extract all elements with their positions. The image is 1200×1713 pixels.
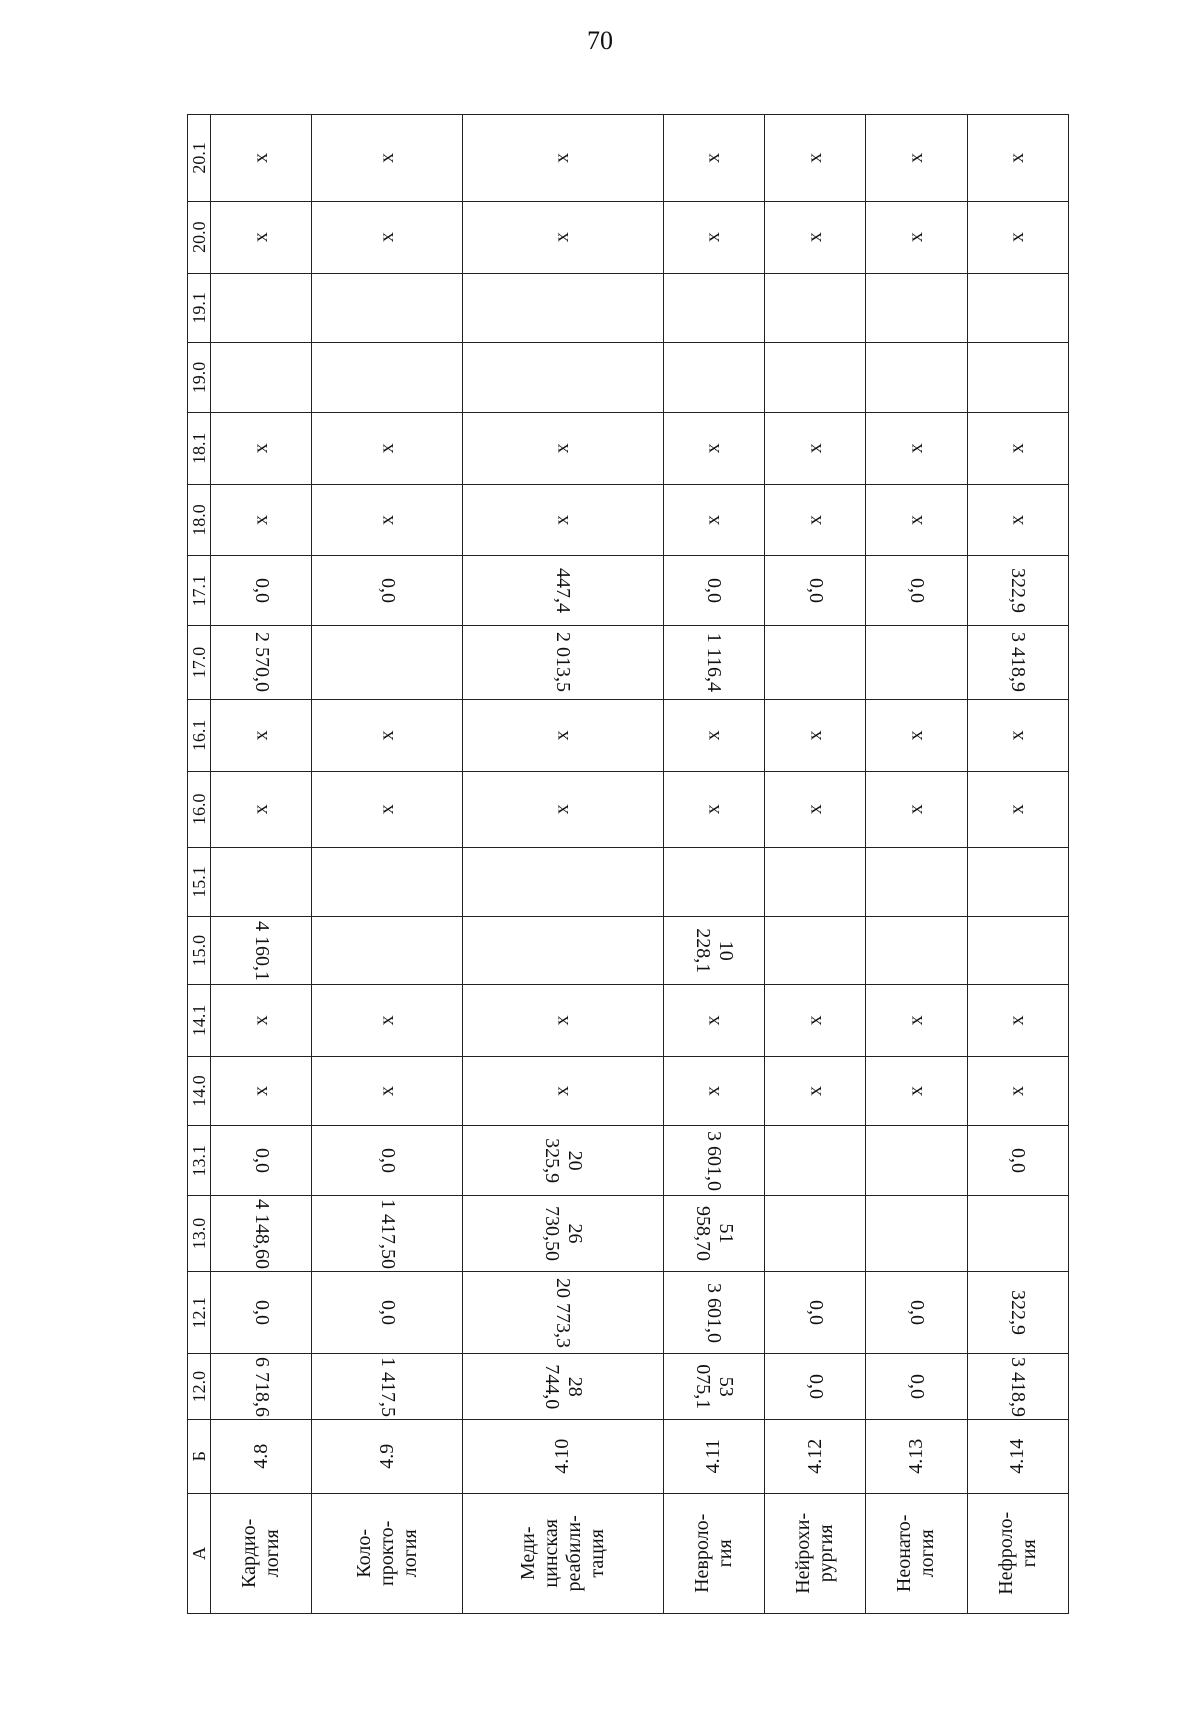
table-cell (211, 115, 312, 202)
column-header: А (188, 1493, 211, 1613)
table-cell (211, 273, 312, 343)
table-cell (312, 1272, 463, 1354)
cell-x-mark: x (249, 1015, 272, 1026)
cell-value: 0,0 (376, 1300, 399, 1326)
table-cell (866, 1126, 967, 1196)
table-cell (312, 1354, 463, 1419)
cell-value: 20 325,9 (540, 1138, 586, 1184)
table-cell (866, 984, 967, 1056)
row-label-line: логия (398, 1529, 421, 1578)
table-cell (967, 343, 1068, 413)
table-cell (866, 484, 967, 556)
table-cell (663, 115, 764, 202)
table-cell (866, 1272, 967, 1354)
cell-value: 0,0 (376, 578, 399, 604)
table-cell (967, 556, 1068, 626)
cell-x-mark: x (1006, 152, 1029, 163)
column-header: 18.1 (188, 412, 211, 484)
table-cell (663, 484, 764, 556)
table-cell (312, 556, 463, 626)
cell-x-mark: x (702, 515, 725, 525)
table-cell (211, 1354, 312, 1419)
column-header: 17.1 (188, 556, 211, 626)
table-cell (463, 343, 663, 413)
row-label (463, 1493, 663, 1613)
table-cell (211, 484, 312, 556)
cell-x-mark: x (375, 1015, 398, 1026)
cell-x-mark: x (551, 730, 574, 741)
table-cell (312, 1126, 463, 1196)
cell-value: 0,0 (804, 1300, 827, 1326)
cell-value: 10 228,1 (691, 928, 737, 974)
table-cell (463, 847, 663, 917)
table-cell (866, 1196, 967, 1272)
table-cell (663, 847, 764, 917)
table-cell (765, 847, 866, 917)
row-label (866, 1493, 967, 1613)
column-header: 19.1 (188, 273, 211, 343)
cell-x-mark: x (803, 443, 826, 454)
cell-x-mark: x (702, 152, 725, 163)
row-label-line: Коло- (352, 1528, 375, 1578)
table-cell (967, 1354, 1068, 1419)
table-cell (866, 771, 967, 847)
table-cell (866, 556, 967, 626)
table-cell (663, 556, 764, 626)
table-cell (312, 847, 463, 917)
table-cell (967, 984, 1068, 1056)
column-header: 19.0 (188, 343, 211, 413)
cell-x-mark: x (1006, 730, 1029, 741)
cell-x-mark: x (702, 804, 725, 815)
cell-x-mark: x (904, 515, 927, 525)
row-code: 4.10 (463, 1419, 663, 1493)
table-cell (866, 1354, 967, 1419)
cell-value: 3 418,9 (1007, 632, 1030, 693)
cell-x-mark: x (904, 443, 927, 454)
column-header: 13.0 (188, 1196, 211, 1272)
table-cell (211, 1056, 312, 1126)
table-cell (463, 115, 663, 202)
cell-x-mark: x (1006, 1015, 1029, 1026)
table-cell (312, 771, 463, 847)
table-cell (765, 1126, 866, 1196)
table-cell (663, 1272, 764, 1354)
cell-value: 2 013,5 (552, 632, 575, 693)
row-code: 4.13 (866, 1419, 967, 1493)
cell-value: 0,0 (804, 578, 827, 604)
table-cell (211, 917, 312, 985)
table-cell (765, 1272, 866, 1354)
cell-x-mark: x (249, 515, 272, 525)
table-cell (312, 412, 463, 484)
row-label-line: гия (1017, 1539, 1040, 1568)
cell-value: 3 418,9 (1007, 1356, 1030, 1417)
table-cell (463, 484, 663, 556)
column-header: 15.0 (188, 917, 211, 985)
cell-x-mark: x (702, 1015, 725, 1026)
cell-value: 51 958,70 (691, 1206, 737, 1262)
column-header: 18.0 (188, 484, 211, 556)
table-cell (866, 343, 967, 413)
table-cell (463, 201, 663, 273)
cell-x-mark: x (551, 1086, 574, 1097)
table-cell (765, 273, 866, 343)
column-header: 17.0 (188, 626, 211, 700)
cell-x-mark: x (249, 443, 272, 454)
cell-x-mark: x (904, 152, 927, 163)
table-cell (463, 556, 663, 626)
table-cell (663, 201, 764, 273)
table-row (663, 115, 764, 1614)
cell-x-mark: x (702, 443, 725, 454)
table-cell (967, 484, 1068, 556)
table-cell (211, 412, 312, 484)
table-cell (463, 771, 663, 847)
table-cell (211, 343, 312, 413)
row-label (312, 1493, 463, 1613)
table-cell (967, 1196, 1068, 1272)
row-label-line: прокто- (375, 1520, 398, 1586)
table-cell (663, 273, 764, 343)
cell-x-mark: x (702, 730, 725, 741)
table-cell (211, 1196, 312, 1272)
table-cell (765, 771, 866, 847)
table-cell (967, 115, 1068, 202)
table-cell (866, 626, 967, 700)
table-cell (312, 115, 463, 202)
table-cell (663, 412, 764, 484)
table-cell (463, 412, 663, 484)
table-cell (463, 984, 663, 1056)
cell-x-mark: x (375, 1086, 398, 1097)
table-cell (967, 412, 1068, 484)
cell-value: 2 570,0 (250, 632, 273, 693)
rotated-table-frame (187, 114, 1069, 1614)
cell-value: 0,0 (703, 578, 726, 604)
cell-x-mark: x (375, 443, 398, 454)
row-label (211, 1493, 312, 1613)
cell-x-mark: x (375, 730, 398, 741)
table-row (765, 115, 866, 1614)
cell-x-mark: x (249, 232, 272, 243)
table-cell (463, 1196, 663, 1272)
table-cell (463, 626, 663, 700)
row-label-line: тация (585, 1529, 608, 1578)
cell-x-mark: x (551, 152, 574, 163)
table-cell (211, 1272, 312, 1354)
table-cell (663, 1196, 764, 1272)
table-cell (765, 917, 866, 985)
table-cell (312, 626, 463, 700)
table-cell (967, 1272, 1068, 1354)
row-label-line: Кардио- (238, 1518, 261, 1588)
row-label-line: Нефроло- (994, 1511, 1017, 1595)
cell-x-mark: x (1006, 232, 1029, 243)
table-row (463, 115, 663, 1614)
cell-value: 4 148,60 (250, 1198, 273, 1269)
cell-x-mark: x (375, 804, 398, 815)
table-cell (967, 771, 1068, 847)
cell-x-mark: x (803, 152, 826, 163)
cell-value: 0,0 (376, 1148, 399, 1174)
cell-x-mark: x (904, 804, 927, 815)
cell-x-mark: x (551, 232, 574, 243)
row-label (967, 1493, 1068, 1613)
column-header: 12.1 (188, 1272, 211, 1354)
table-cell (663, 699, 764, 771)
row-code: 4.8 (211, 1419, 312, 1493)
column-header: 20.0 (188, 201, 211, 273)
table-cell (765, 115, 866, 202)
cell-x-mark: x (904, 730, 927, 741)
cell-value: 322,9 (1007, 1290, 1030, 1336)
column-header: 20.1 (188, 115, 211, 202)
column-header: 14.0 (188, 1056, 211, 1126)
table-cell (866, 847, 967, 917)
cell-value: 322,9 (1007, 568, 1030, 614)
cell-x-mark: x (375, 152, 398, 163)
cell-x-mark: x (1006, 804, 1029, 815)
cell-x-mark: x (702, 1086, 725, 1097)
table-cell (312, 201, 463, 273)
table-cell (312, 699, 463, 771)
cell-x-mark: x (249, 1086, 272, 1097)
table-cell (312, 1196, 463, 1272)
table-cell (663, 1056, 764, 1126)
cell-value: 0,0 (905, 578, 928, 604)
cell-x-mark: x (803, 730, 826, 741)
table-cell (463, 699, 663, 771)
cell-value: 3 601,0 (703, 1130, 726, 1191)
table-cell (765, 1056, 866, 1126)
cell-x-mark: x (803, 515, 826, 525)
cell-value: 53 075,1 (691, 1364, 737, 1410)
table-cell (312, 1056, 463, 1126)
cell-value: 4 160,1 (250, 920, 273, 981)
cell-value: 0,0 (1007, 1148, 1030, 1174)
table-cell (967, 201, 1068, 273)
table-cell (765, 626, 866, 700)
cell-value: 0,0 (905, 1374, 928, 1400)
column-header: 15.1 (188, 847, 211, 917)
data-table (187, 114, 1069, 1614)
cell-x-mark: x (375, 515, 398, 525)
table-cell (765, 699, 866, 771)
row-label (663, 1493, 764, 1613)
cell-x-mark: x (904, 1086, 927, 1097)
table-cell (967, 847, 1068, 917)
cell-value: 0,0 (804, 1374, 827, 1400)
header-row (188, 115, 211, 1614)
row-code: 4.14 (967, 1419, 1068, 1493)
row-label-line: логия (916, 1529, 939, 1578)
table-cell (765, 984, 866, 1056)
cell-x-mark: x (375, 232, 398, 243)
row-label-line: гия (713, 1539, 736, 1568)
table-cell (312, 484, 463, 556)
cell-value: 1 417,5 (376, 1356, 399, 1417)
row-label-line: Нейрохи- (792, 1512, 815, 1594)
cell-value: 20 773,3 (552, 1277, 575, 1348)
table-cell (866, 201, 967, 273)
table-cell (765, 484, 866, 556)
table-cell (211, 626, 312, 700)
cell-x-mark: x (1006, 1086, 1029, 1097)
table-cell (663, 917, 764, 985)
row-label (765, 1493, 866, 1613)
table-cell (765, 343, 866, 413)
column-header: 14.1 (188, 984, 211, 1056)
table-cell (663, 1354, 764, 1419)
cell-x-mark: x (551, 443, 574, 454)
column-header: 12.0 (188, 1354, 211, 1419)
cell-x-mark: x (249, 804, 272, 815)
table-cell (967, 273, 1068, 343)
table-cell (463, 1354, 663, 1419)
cell-value: 1 116,4 (703, 632, 726, 693)
table-row (312, 115, 463, 1614)
row-label-line: цинская (539, 1519, 562, 1588)
cell-value: 0,0 (905, 1300, 928, 1326)
table-cell (765, 201, 866, 273)
table-cell (312, 984, 463, 1056)
table-cell (866, 699, 967, 771)
cell-value: 3 601,0 (703, 1282, 726, 1343)
cell-value: 447,4 (552, 568, 575, 614)
table-row (967, 115, 1068, 1614)
table-cell (866, 273, 967, 343)
table-cell (463, 917, 663, 985)
row-label-line: Неонато- (893, 1514, 916, 1593)
table-cell (866, 412, 967, 484)
column-header: 16.0 (188, 771, 211, 847)
table-cell (312, 273, 463, 343)
table-cell (967, 917, 1068, 985)
table-cell (211, 556, 312, 626)
cell-x-mark: x (803, 1086, 826, 1097)
cell-x-mark: x (904, 232, 927, 243)
table-cell (967, 626, 1068, 700)
table-cell (765, 1354, 866, 1419)
cell-x-mark: x (551, 515, 574, 525)
table-cell (967, 1056, 1068, 1126)
table-cell (967, 699, 1068, 771)
cell-x-mark: x (702, 232, 725, 243)
cell-x-mark: x (1006, 515, 1029, 525)
table-cell (866, 917, 967, 985)
cell-value: 0,0 (250, 1148, 273, 1174)
cell-x-mark: x (803, 804, 826, 815)
cell-value: 1 417,50 (376, 1198, 399, 1269)
table-cell (211, 771, 312, 847)
cell-x-mark: x (1006, 443, 1029, 454)
table-cell (463, 1272, 663, 1354)
table-row (866, 115, 967, 1614)
table-cell (312, 343, 463, 413)
table-cell (211, 984, 312, 1056)
page-number: 70 (587, 26, 613, 55)
table-cell (765, 1196, 866, 1272)
table-cell (463, 1126, 663, 1196)
row-code: 4.9 (312, 1419, 463, 1493)
cell-x-mark: x (551, 804, 574, 815)
column-header: 16.1 (188, 699, 211, 771)
table-cell (663, 1126, 764, 1196)
cell-value: 0,0 (250, 578, 273, 604)
row-label-line: реабили- (562, 1515, 585, 1592)
table-cell (765, 412, 866, 484)
column-header: Б (188, 1419, 211, 1493)
row-label-line: Меди- (516, 1526, 539, 1581)
table-cell (967, 1126, 1068, 1196)
table-cell (866, 1056, 967, 1126)
row-label-line: логия (261, 1529, 284, 1578)
column-header: 13.1 (188, 1126, 211, 1196)
table-cell (463, 273, 663, 343)
row-label-line: рургия (815, 1524, 838, 1583)
cell-x-mark: x (249, 730, 272, 741)
table-cell (463, 1056, 663, 1126)
cell-value: 0,0 (250, 1300, 273, 1326)
table-cell (663, 343, 764, 413)
table-cell (211, 201, 312, 273)
table-cell (211, 1126, 312, 1196)
row-label-line: Невроло- (690, 1513, 713, 1593)
table-cell (765, 556, 866, 626)
table-cell (211, 699, 312, 771)
cell-value: 28 744,0 (540, 1364, 586, 1410)
table-cell (211, 847, 312, 917)
cell-x-mark: x (803, 232, 826, 243)
table-cell (312, 917, 463, 985)
cell-x-mark: x (803, 1015, 826, 1026)
table-cell (663, 626, 764, 700)
table-cell (663, 984, 764, 1056)
row-code: 4.11 (663, 1419, 764, 1493)
cell-x-mark: x (249, 152, 272, 163)
cell-value: 6 718,6 (250, 1356, 273, 1417)
cell-x-mark: x (551, 1015, 574, 1026)
table-cell (663, 771, 764, 847)
table-row (211, 115, 312, 1614)
row-code: 4.12 (765, 1419, 866, 1493)
cell-x-mark: x (904, 1015, 927, 1026)
cell-value: 26 730,50 (540, 1206, 586, 1262)
table-cell (866, 115, 967, 202)
